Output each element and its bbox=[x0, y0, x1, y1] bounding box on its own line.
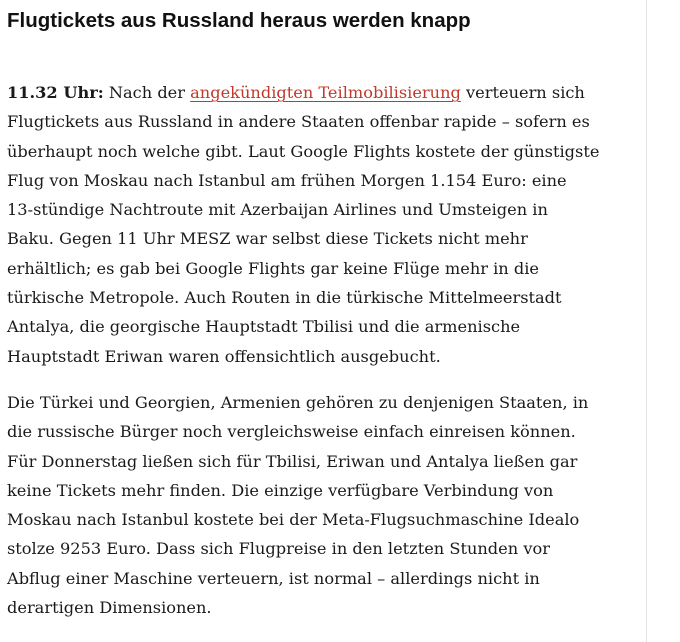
paragraph-2-line-5: Moskau nach Istanbul kostete bei der Meta-Flugsuchmaschine Idealo bbox=[7, 510, 580, 530]
timestamp: 11.32 Uhr: bbox=[7, 83, 104, 102]
paragraph-1-line-7: erhältlich; es gab bei Google Flights gar keine Flüge mehr in die bbox=[7, 258, 539, 278]
paragraph-2-line-8: derartigen Dimensionen. bbox=[7, 598, 212, 618]
paragraph-1-line-6: Baku. Gegen 11 Uhr MESZ war selbst diese Tickets nicht mehr bbox=[7, 229, 528, 249]
paragraph-2 bbox=[7, 388, 646, 622]
text-after-link: verteuern sich bbox=[460, 83, 585, 102]
article-headline: Flugtickets aus Russland heraus werden knapp bbox=[7, 9, 471, 32]
paragraph-2-line-4: keine Tickets mehr finden. Die einzige verfügbare Verbindung von bbox=[7, 480, 554, 500]
teilmobilisierung-link[interactable]: angekündigten Teilmobilisierung bbox=[190, 83, 461, 102]
article bbox=[7, 0, 647, 642]
paragraph-2-line-7: Abflug einer Maschine verteuern, ist normal – allerdings nicht in bbox=[7, 568, 540, 588]
paragraph-1-line-8: türkische Metropole. Auch Routen in die türkische Mittelmeerstadt bbox=[7, 288, 562, 308]
paragraph-2-line-6: stolze 9253 Euro. Dass sich Flugpreise in den letzten Stunden vor bbox=[7, 539, 550, 559]
paragraph-1-line-9: Antalya, die georgische Hauptstadt Tbilisi und die armenische bbox=[7, 317, 521, 337]
paragraph-1-line-1 bbox=[7, 78, 646, 107]
paragraph-2-line-1: Die Türkei und Georgien, Armenien gehören zu denjenigen Staaten, in bbox=[7, 392, 589, 412]
paragraph-1-line-4: Flug von Moskau nach Istanbul am frühen Morgen 1.154 Euro: eine bbox=[7, 170, 567, 190]
paragraph-2-line-3: Für Donnerstag ließen sich für Tbilisi, Eriwan und Antalya ließen gar bbox=[7, 451, 578, 471]
paragraph-1-line-5: 13-stündige Nachtroute mit Azerbaijan Airlines und Umsteigen in bbox=[7, 200, 548, 220]
text-before-link: Nach der bbox=[103, 83, 191, 102]
paragraph-1-line-10: Hauptstadt Eriwan waren offensichtlich ausgebucht. bbox=[7, 346, 441, 366]
paragraph-2-line-2: die russische Bürger noch vergleichsweise einfach einreisen können. bbox=[7, 422, 576, 442]
paragraph-1 bbox=[7, 78, 646, 371]
paragraph-1-line-2: Flugtickets aus Russland in andere Staaten offenbar rapide – sofern es bbox=[7, 112, 590, 132]
paragraph-1-line-3: überhaupt noch welche gibt. Laut Google Flights kostete der günstigste bbox=[7, 141, 600, 161]
